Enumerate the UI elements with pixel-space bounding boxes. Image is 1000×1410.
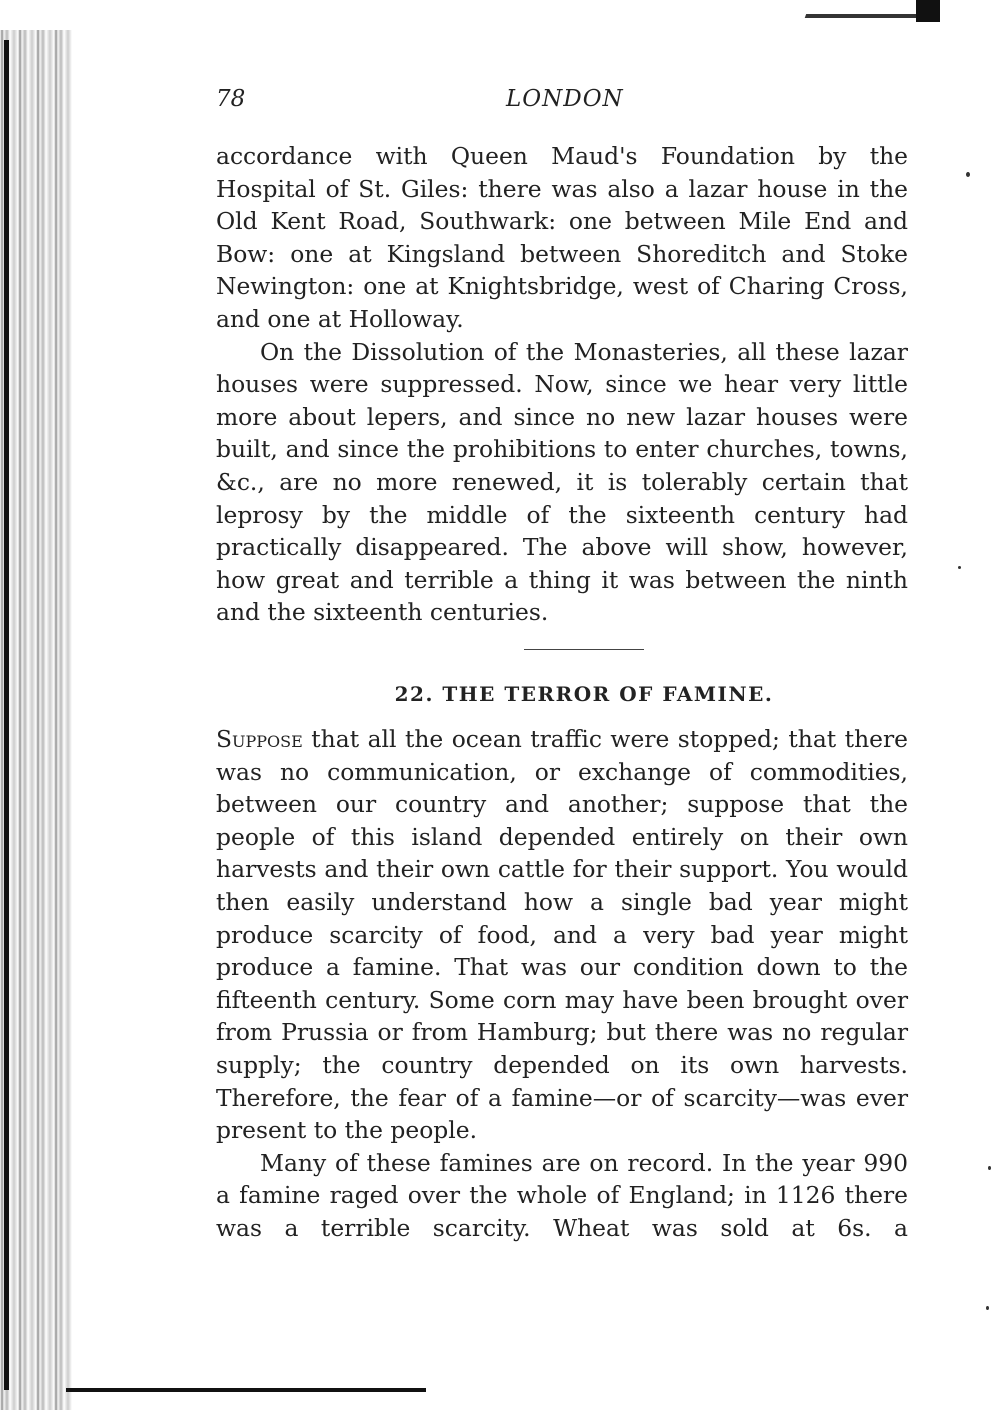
running-head: LONDON (506, 86, 624, 112)
paragraph-continued: accordance with Queen Maud's Foundation by the Hospital of St. Giles: there was also a lazar house in the Old Kent Road, Southwark: one between Mile End and Bow: one at Kingsland between Shoreditch and Stoke Newington: one at Knightsbridge, west of Charing Cross, and one at Holloway. (216, 142, 908, 333)
paragraph-dissolution: On the Dissolution of the Monasteries, all these lazar houses were suppressed. Now, since we hear very little more about lepers, and since no new lazar houses were built, and since the prohibitions to enter churches, towns, &c., are no more renewed, it is tolerably certain that leprosy by the middle of the sixteenth century had practically disappeared. The above will show, however, how great and terrible a thing it was between the ninth and the sixteenth centuries. (216, 337, 908, 627)
paragraph-famine-intro-text: that all the ocean traffic were stopped; that there was no communication, or exchange of commodities, between our country and another; suppose that the people of this island depended entirely on their own harvests and their own cattle for their support. You would then easily understand how a single bad year might produce scarcity of food, and a very bad year might produce a famine. That was our condition down to the fifteenth century. Some corn may have been brought over from Prussia or from Hamburg; but there was no regular supply; the country depended on its own harvests. Therefore, the fear of a famine—or of scarcity—was ever present to the people. (216, 725, 908, 1145)
speck (958, 566, 961, 569)
speck (966, 172, 970, 177)
speck (986, 1306, 989, 1310)
section-divider (524, 649, 644, 651)
page-number: 78 (216, 86, 246, 112)
binding-shadow (0, 30, 72, 1410)
scan-blob-top (916, 0, 940, 22)
section-heading: 22. THE TERROR OF FAMINE. (394, 682, 774, 707)
paragraph-famine-record: Many of these famines are on record. In the year 990 a famine raged over the whole of England; in 1126 there was a terrible scarcity. Wheat was sold at 6s. a (216, 1148, 908, 1242)
binding-edge (4, 40, 9, 1390)
paragraph-famine-intro (216, 723, 908, 1147)
speck (988, 1166, 991, 1170)
scan-mark-bottom (66, 1388, 426, 1392)
page-body (216, 140, 908, 1245)
page-header (216, 86, 906, 120)
opening-word: Suppose (216, 725, 303, 753)
